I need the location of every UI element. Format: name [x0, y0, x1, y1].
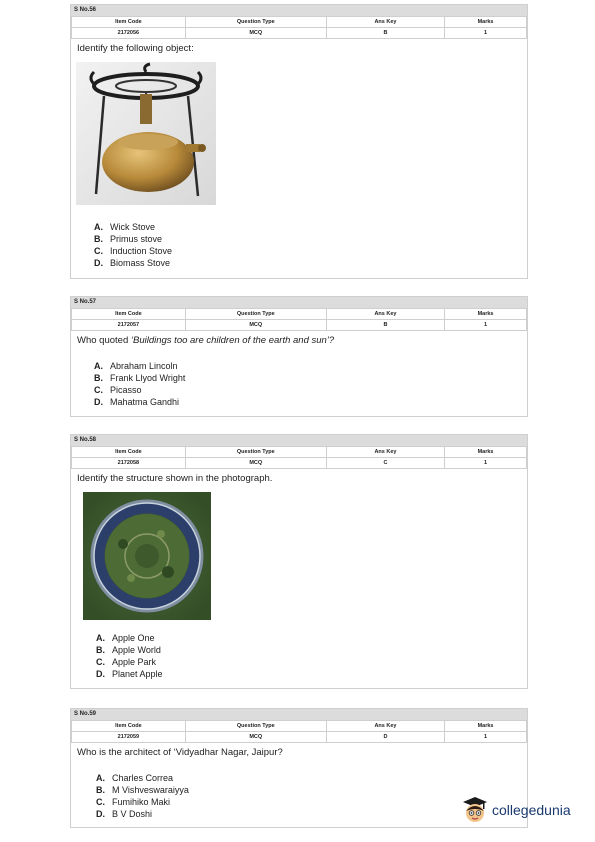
item-code-value: 2172058 — [72, 458, 186, 469]
marks-value: 1 — [445, 732, 527, 743]
question-block-56 — [70, 4, 528, 279]
question-text: Who quoted ‘Buildings too are children of the earth and sun’? — [77, 335, 335, 346]
marks-header: Marks — [445, 309, 527, 320]
marks-header: Marks — [445, 721, 527, 732]
ans-key-value: B — [326, 320, 444, 331]
quote-text: ‘Buildings too are children of the earth and sun’? — [130, 335, 335, 346]
question-type-header: Question Type — [185, 721, 326, 732]
option-c: C. Apple Park — [96, 657, 157, 667]
option-a: A. Apple One — [96, 633, 155, 643]
option-a: A. Wick Stove — [94, 222, 156, 232]
option-a: A. Charles Correa — [96, 773, 174, 783]
question-type-value: MCQ — [185, 458, 326, 469]
item-code-header: Item Code — [72, 17, 186, 28]
item-code-header: Item Code — [72, 447, 186, 458]
marks-header: Marks — [445, 17, 527, 28]
ans-key-header: Ans Key — [326, 721, 444, 732]
item-code-value: 2172059 — [72, 732, 186, 743]
options-list — [94, 360, 527, 408]
serial-number: S No.57 — [71, 297, 527, 308]
brand-name: collegedunia — [492, 802, 571, 818]
ans-key-header: Ans Key — [326, 447, 444, 458]
primus-stove-photo — [76, 62, 216, 205]
option-d: D. Mahatma Gandhi — [94, 397, 180, 407]
ans-key-header: Ans Key — [326, 309, 444, 320]
option-d: D. Biomass Stove — [94, 258, 171, 268]
question-meta-table — [71, 308, 527, 331]
options-list — [94, 221, 527, 269]
serial-number: S No.58 — [71, 435, 527, 446]
option-d: D. B V Doshi — [96, 809, 153, 819]
question-type-value: MCQ — [185, 28, 326, 39]
question-block-58 — [70, 434, 528, 689]
item-code-value: 2172056 — [72, 28, 186, 39]
option-b: B. M Vishveswaraiyya — [96, 785, 189, 795]
question-type-value: MCQ — [185, 320, 326, 331]
item-code-value: 2172057 — [72, 320, 186, 331]
options-list — [96, 632, 527, 680]
graduate-mascot-icon — [462, 796, 488, 824]
option-a: A. Abraham Lincoln — [94, 361, 178, 371]
option-b: B. Primus stove — [94, 234, 163, 244]
option-c: C. Fumihiko Maki — [96, 797, 171, 807]
serial-number: S No.59 — [71, 709, 527, 720]
option-b: B. Apple World — [96, 645, 161, 655]
question-text: Who is the architect of ‘Vidyadhar Nagar, Jaipur? — [77, 747, 283, 758]
ans-key-value: D — [326, 732, 444, 743]
marks-header: Marks — [445, 447, 527, 458]
question-text: Identify the structure shown in the photograph. — [77, 473, 273, 484]
question-block-57 — [70, 296, 528, 417]
item-code-header: Item Code — [72, 721, 186, 732]
option-c: C. Induction Stove — [94, 246, 173, 256]
apple-park-aerial-photo — [83, 492, 211, 620]
question-type-header: Question Type — [185, 309, 326, 320]
question-type-header: Question Type — [185, 447, 326, 458]
question-meta-table — [71, 16, 527, 39]
question-meta-table — [71, 720, 527, 743]
option-c: C. Picasso — [94, 385, 142, 395]
question-block-59 — [70, 708, 528, 828]
ans-key-value: B — [326, 28, 444, 39]
option-d: D. Planet Apple — [96, 669, 163, 679]
marks-value: 1 — [445, 320, 527, 331]
option-b: B. Frank Llyod Wright — [94, 373, 186, 383]
question-type-value: MCQ — [185, 732, 326, 743]
question-type-header: Question Type — [185, 17, 326, 28]
ans-key-header: Ans Key — [326, 17, 444, 28]
marks-value: 1 — [445, 458, 527, 469]
question-text: Identify the following object: — [77, 43, 194, 54]
serial-number: S No.56 — [71, 5, 527, 16]
ans-key-value: C — [326, 458, 444, 469]
marks-value: 1 — [445, 28, 527, 39]
collegedunia-logo — [462, 796, 571, 824]
question-meta-table — [71, 446, 527, 469]
item-code-header: Item Code — [72, 309, 186, 320]
